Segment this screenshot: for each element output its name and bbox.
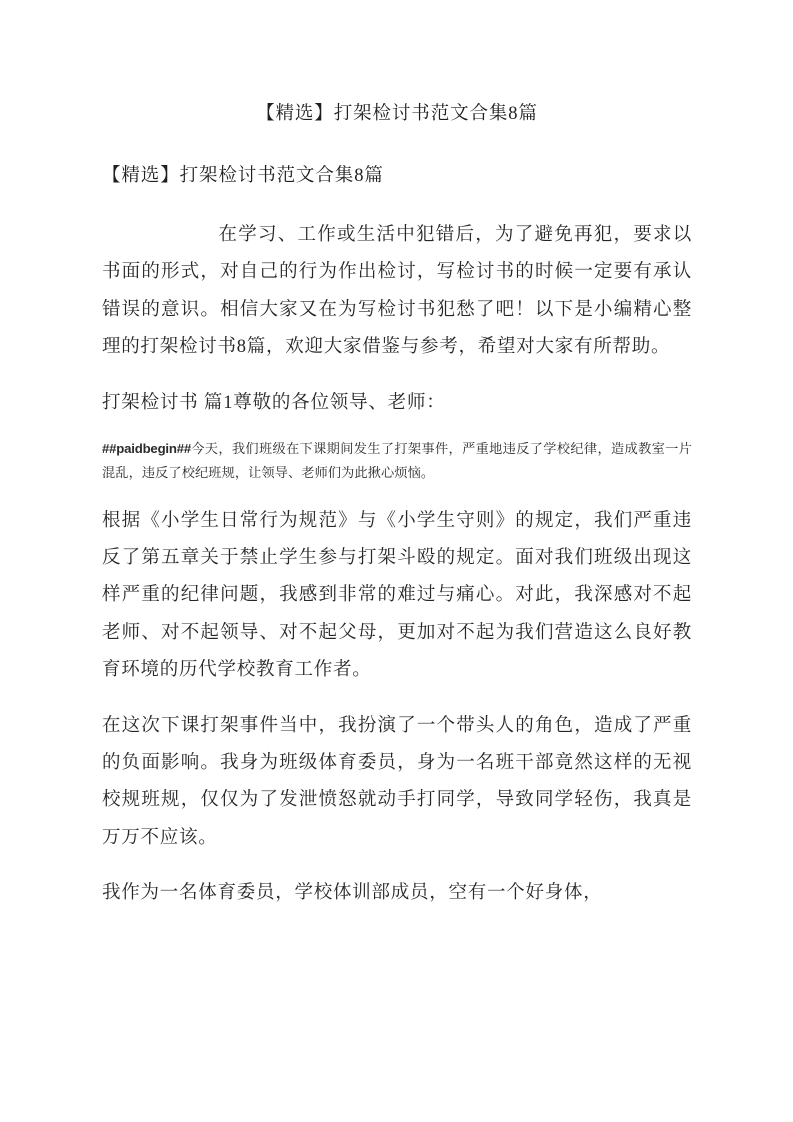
body-paragraph-2: 根据《小学生日常行为规范》与《小学生守则》的规定，我们严重违反了第五章关于禁止学生参与打架斗殴的规定。面对我们班级出现这样严重的纪律问题，我感到非常的难过与痛心。对此，我深感对不起老师、对不起领导、对不起父母，更加对不起为我们营造这么良好教育环境的历代学校教育工作者。 <box>102 510 692 681</box>
body-paragraph-3: 在这次下课打架事件当中，我扮演了一个带头人的角色，造成了严重的负面影响。我身为班级体育委员，身为一名班干部竟然这样的无视校规班规，仅仅为了发泄愤怒就动手打同学，导致同学轻伤，我真是万万不应该。 <box>102 715 692 848</box>
small-paragraph-text: 今天，我们班级在下课期间发生了打架事件，严重地违反了学校纪律，造成教室一片混乱，违反了校纪班规，让领导、老师们为此揪心烦恼。 <box>102 440 692 481</box>
document-title-repeat: 【精选】打架检讨书范文合集8篇 <box>102 166 384 186</box>
document-title-centered: 【精选】打架检讨书范文合集8篇 <box>256 104 538 124</box>
paragraph-4-gap-spacer <box>102 857 692 875</box>
document-content-column <box>102 0 692 913</box>
page-bottom-clip <box>0 1014 793 1122</box>
body-paragraph-4-truncated: 我作为一名体育委员，学校体训部成员，空有一个好身体， <box>102 883 603 904</box>
heading-gap-spacer <box>102 367 692 385</box>
title-gap-spacer <box>102 133 692 158</box>
paidbegin-marker: ##paidbegin## <box>102 440 192 456</box>
section-heading-pian-1: 打架检讨书 篇1尊敬的各位领导、老师： <box>102 392 446 413</box>
intro-gap-spacer <box>102 195 692 217</box>
top-margin-spacer <box>102 0 692 96</box>
paragraph-3-gap-spacer <box>102 690 692 708</box>
intro-paragraph: 在学习、工作或生活中犯错后，为了避免再犯，要求以书面的形式，对自己的行为作出检讨，写检讨书的时候一定要有承认错误的意识。相信大家又在为写检讨书犯愁了吧！以下是小编精心整理的打架检讨书8篇，欢迎大家借鉴与参考，希望对大家有所帮助。 <box>102 225 692 358</box>
paid-marker-paragraph <box>102 437 692 486</box>
small-paragraph-gap-spacer <box>102 422 692 437</box>
paragraph-2-gap-spacer <box>102 486 692 503</box>
